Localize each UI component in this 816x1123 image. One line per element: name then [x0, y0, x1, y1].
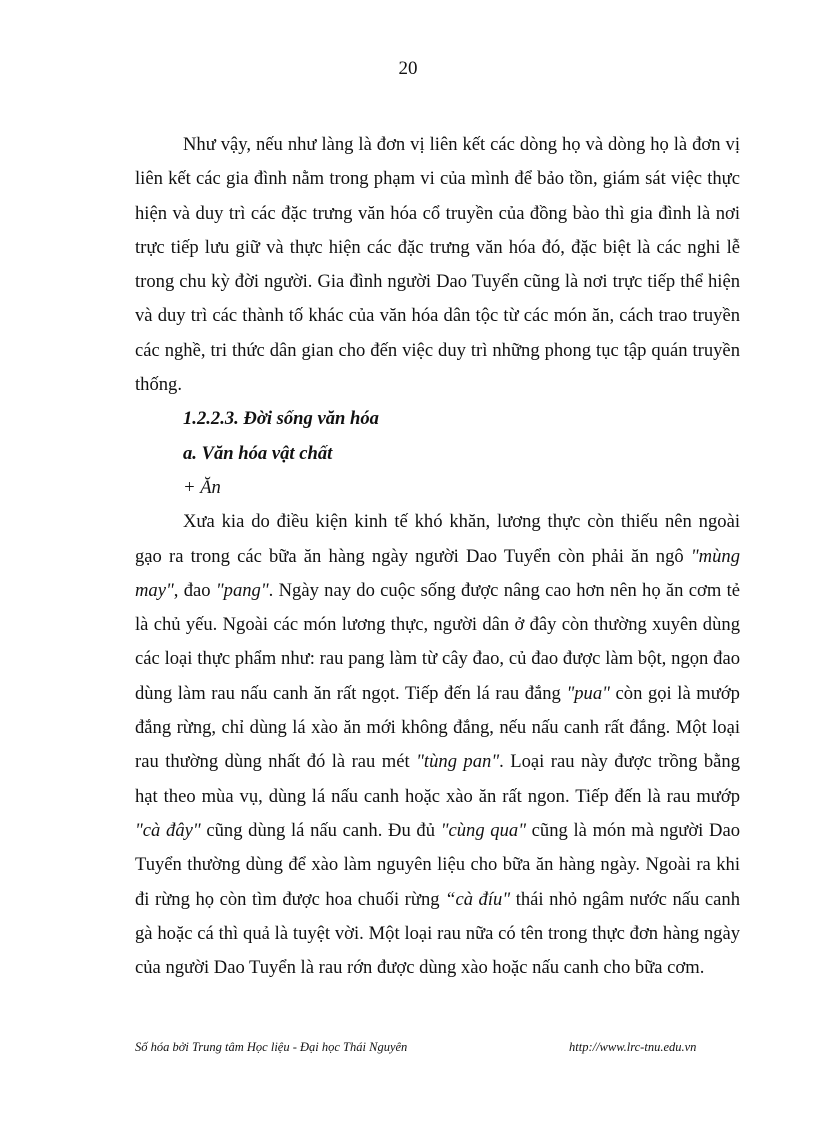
local-term: "mùng may" [135, 545, 740, 601]
paragraph-food [135, 505, 740, 985]
local-term: "tùng pan" [416, 751, 500, 773]
paragraph-text: , đao [173, 579, 216, 601]
page-number: 20 [398, 58, 418, 79]
paragraph-text: Xưa kia do điều kiện kinh tế khó khăn, lương thực còn thiếu nên ngoài gạo ra trong các bữa ăn hàng ngày người Dao Tuyển còn phải ăn ngô [135, 511, 740, 567]
paragraph-text: còn gọi là mướp đắng rừng, chỉ dùng lá xào ăn mới không đắng, nếu nấu canh rất đắng. Một loại rau thường dùng nhất đó là rau mét [135, 682, 740, 773]
footer-source: Số hóa bởi Trung tâm Học liệu - Đại học Thái Nguyên [135, 1040, 408, 1054]
local-term: "cùng qua" [440, 819, 527, 841]
subsection-heading: a. Văn hóa vật chất [183, 442, 333, 464]
section-heading: 1.2.2.3. Đời sống văn hóa [183, 408, 379, 430]
paragraph-text: cũng dùng lá nấu canh. Đu đủ [200, 819, 441, 841]
local-term: “cà đíu" [445, 888, 511, 910]
paragraph-intro: Như vậy, nếu như làng là đơn vị liên kết các dòng họ và dòng họ là đơn vị liên kết các gia đình nằm trong phạm vi của mình để bảo tồn, giám sát việc thực hiện và duy trì các đặc trưng văn hóa cổ truyền của đồng bào thì gia đình là nơi trực tiếp lưu giữ và thực hiện các đặc trưng văn hóa đó, đặc biệt là các nghi lễ trong chu kỳ đời người. Gia đình người Dao Tuyển cũng là nơi trực tiếp thể hiện và duy trì các thành tố khác của văn hóa dân tộc từ các món ăn, cách trao truyền các nghề, tri thức dân gian cho đến việc duy trì những phong tục tập quán truyền thống. [135, 134, 740, 396]
page-body [135, 128, 740, 985]
local-term: "pang" [215, 579, 269, 601]
paragraph-text: . Loại rau này được trồng bằng hạt theo mùa vụ, dùng lá nấu canh hoặc xào ăn rất ngon. Tiếp đến là rau mướp [135, 751, 740, 807]
paragraph-text: thái nhỏ ngâm nước nấu canh gà hoặc cá thì quả là tuyệt vời. Một loại rau nữa có tên trong thực đơn hàng ngày của người Dao Tuyển là rau rớn được dùng xào hoặc nấu canh cho bữa cơm. [135, 888, 740, 979]
local-term: "cà đây" [135, 819, 201, 841]
local-term: "pua" [566, 682, 610, 704]
footer-url[interactable]: http://www.lrc-tnu.edu.vn [569, 1040, 697, 1054]
paragraph-text: . Ngày nay do cuộc sống được nâng cao hơn nên họ ăn cơm tẻ là chủ yếu. Ngoài các món lương thực, người dân ở đây còn thường xuyên dùng các loại thực phẩm như: rau pang làm từ cây đao, củ đao được làm bột, ngọn đao dùng làm rau nấu canh ăn rất ngọt. Tiếp đến lá rau đắng [135, 579, 740, 704]
item-heading: + Ăn [183, 476, 221, 498]
paragraph-text: cũng là món mà người Dao Tuyển thường dùng để xào làm nguyên liệu cho bữa ăn hàng ngày. Ngoài ra khi đi rừng họ còn tìm được hoa chuối rừng [135, 819, 740, 910]
